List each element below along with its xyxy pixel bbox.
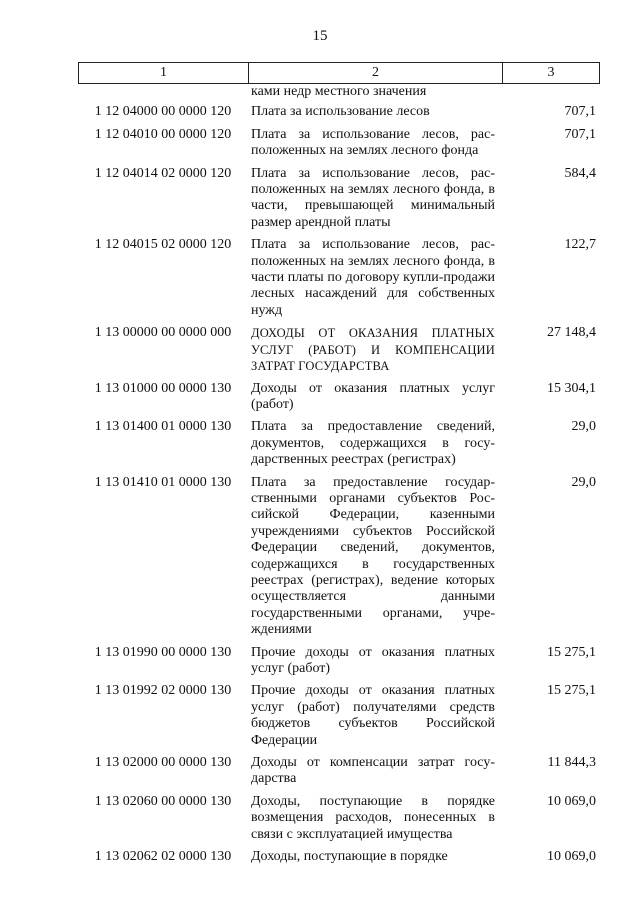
- header-col-2: 2: [249, 63, 503, 83]
- name-cell: Плата за предоставление государственными органами субъектов Российской Федерации, казенными учреждениями субъектов Российской Федерации сведений, документов, содержащихся в государственных реестрах (регистрах), ведение которых осуществляется данными государственными органами, учреждениями: [251, 474, 495, 638]
- code-cell: 1 13 02060 00 0000 130: [94, 793, 232, 809]
- code-cell: 1 13 01410 01 0000 130: [94, 474, 232, 490]
- code-cell: 1 13 01400 01 0000 130: [94, 419, 232, 435]
- value-cell: 584,4: [564, 165, 596, 181]
- table-body: [78, 84, 600, 871]
- table-row: [78, 849, 600, 865]
- table-header: [78, 62, 600, 84]
- name-cell: Доходы, поступающие в порядке: [251, 849, 448, 865]
- name-cell: Доходы, поступающие в порядке возмещения расходов, понесенных в связи с эксплуатацией имущества: [251, 793, 495, 842]
- code-cell: 1 13 01992 02 0000 130: [94, 683, 232, 699]
- value-cell: 27 148,4: [547, 325, 596, 341]
- code-cell: 1 13 01990 00 0000 130: [94, 644, 232, 660]
- table-row: [78, 381, 600, 414]
- value-cell: 15 275,1: [547, 644, 596, 660]
- name-cell: Плата за предоставление сведений, документов, содержащихся в государственных реестрах (регистрах): [251, 419, 495, 468]
- table-row: [78, 127, 600, 160]
- name-cell: Доходы от оказания платных услуг (работ): [251, 380, 495, 412]
- name-cell: Плата за использование лесов, расположенных на землях лесного фонда, в части платы по договору купли-продажи лесных насаждений для собственных нужд: [251, 237, 495, 318]
- header-col-3: 3: [547, 65, 555, 80]
- table-row: [78, 237, 600, 319]
- name-cell: Плата за использование лесов: [251, 104, 430, 120]
- value-cell: 29,0: [571, 419, 596, 435]
- table-row: [78, 755, 600, 788]
- name-cell: Плата за использование лесов, расположенных на землях лесного фонда, в части, превышающей минимальный размер арендной платы: [251, 165, 495, 230]
- header-col-1: 1: [79, 63, 249, 83]
- value-cell: 707,1: [564, 104, 596, 120]
- name-cell: Доходы от компенсации затрат государства: [251, 755, 495, 787]
- value-cell: 11 844,3: [547, 755, 596, 771]
- code-cell: 1 13 02062 02 0000 130: [94, 849, 232, 865]
- table-row: [78, 794, 600, 843]
- continuation-row: [78, 84, 600, 100]
- code-cell: 1 12 04015 02 0000 120: [94, 237, 232, 253]
- value-cell: 707,1: [564, 126, 596, 142]
- name-cell: Прочие доходы от оказания платных услуг (работ): [251, 644, 495, 676]
- table-row: [78, 645, 600, 678]
- continuation-text: ками недр местного значения: [251, 84, 427, 99]
- code-cell: 1 12 04000 00 0000 120: [94, 104, 232, 120]
- name-cell: ДОХОДЫ ОТ ОКАЗАНИЯ ПЛАТНЫХ УСЛУГ (РАБОТ) И КОМПЕНСАЦИИ ЗАТРАТ ГОСУДАРСТВА: [251, 326, 495, 374]
- value-cell: 15 304,1: [547, 380, 596, 396]
- table-row: [78, 104, 600, 120]
- table-row: [78, 475, 600, 639]
- table-row: [78, 166, 600, 232]
- table-row: [78, 419, 600, 468]
- table-row: [78, 683, 600, 749]
- name-cell: Плата за использование лесов, расположенных на землях лесного фонда: [251, 126, 495, 159]
- page-number: 15: [312, 28, 328, 44]
- value-cell: 10 069,0: [547, 849, 596, 865]
- code-cell: 1 13 01000 00 0000 130: [94, 380, 232, 396]
- code-cell: 1 13 00000 00 0000 000: [94, 325, 232, 341]
- code-cell: 1 13 02000 00 0000 130: [94, 755, 232, 771]
- name-cell: Прочие доходы от оказания платных услуг (работ) получателями средств бюджетов субъектов Российской Федерации: [251, 683, 495, 748]
- code-cell: 1 12 04014 02 0000 120: [94, 165, 232, 181]
- value-cell: 122,7: [564, 237, 596, 253]
- value-cell: 10 069,0: [547, 793, 596, 809]
- value-cell: [495, 84, 600, 100]
- code-cell: 1 12 04010 00 0000 120: [94, 126, 232, 142]
- value-cell: 29,0: [571, 474, 596, 490]
- code-cell: [78, 84, 248, 100]
- value-cell: 15 275,1: [547, 683, 596, 699]
- table-row: [78, 325, 600, 374]
